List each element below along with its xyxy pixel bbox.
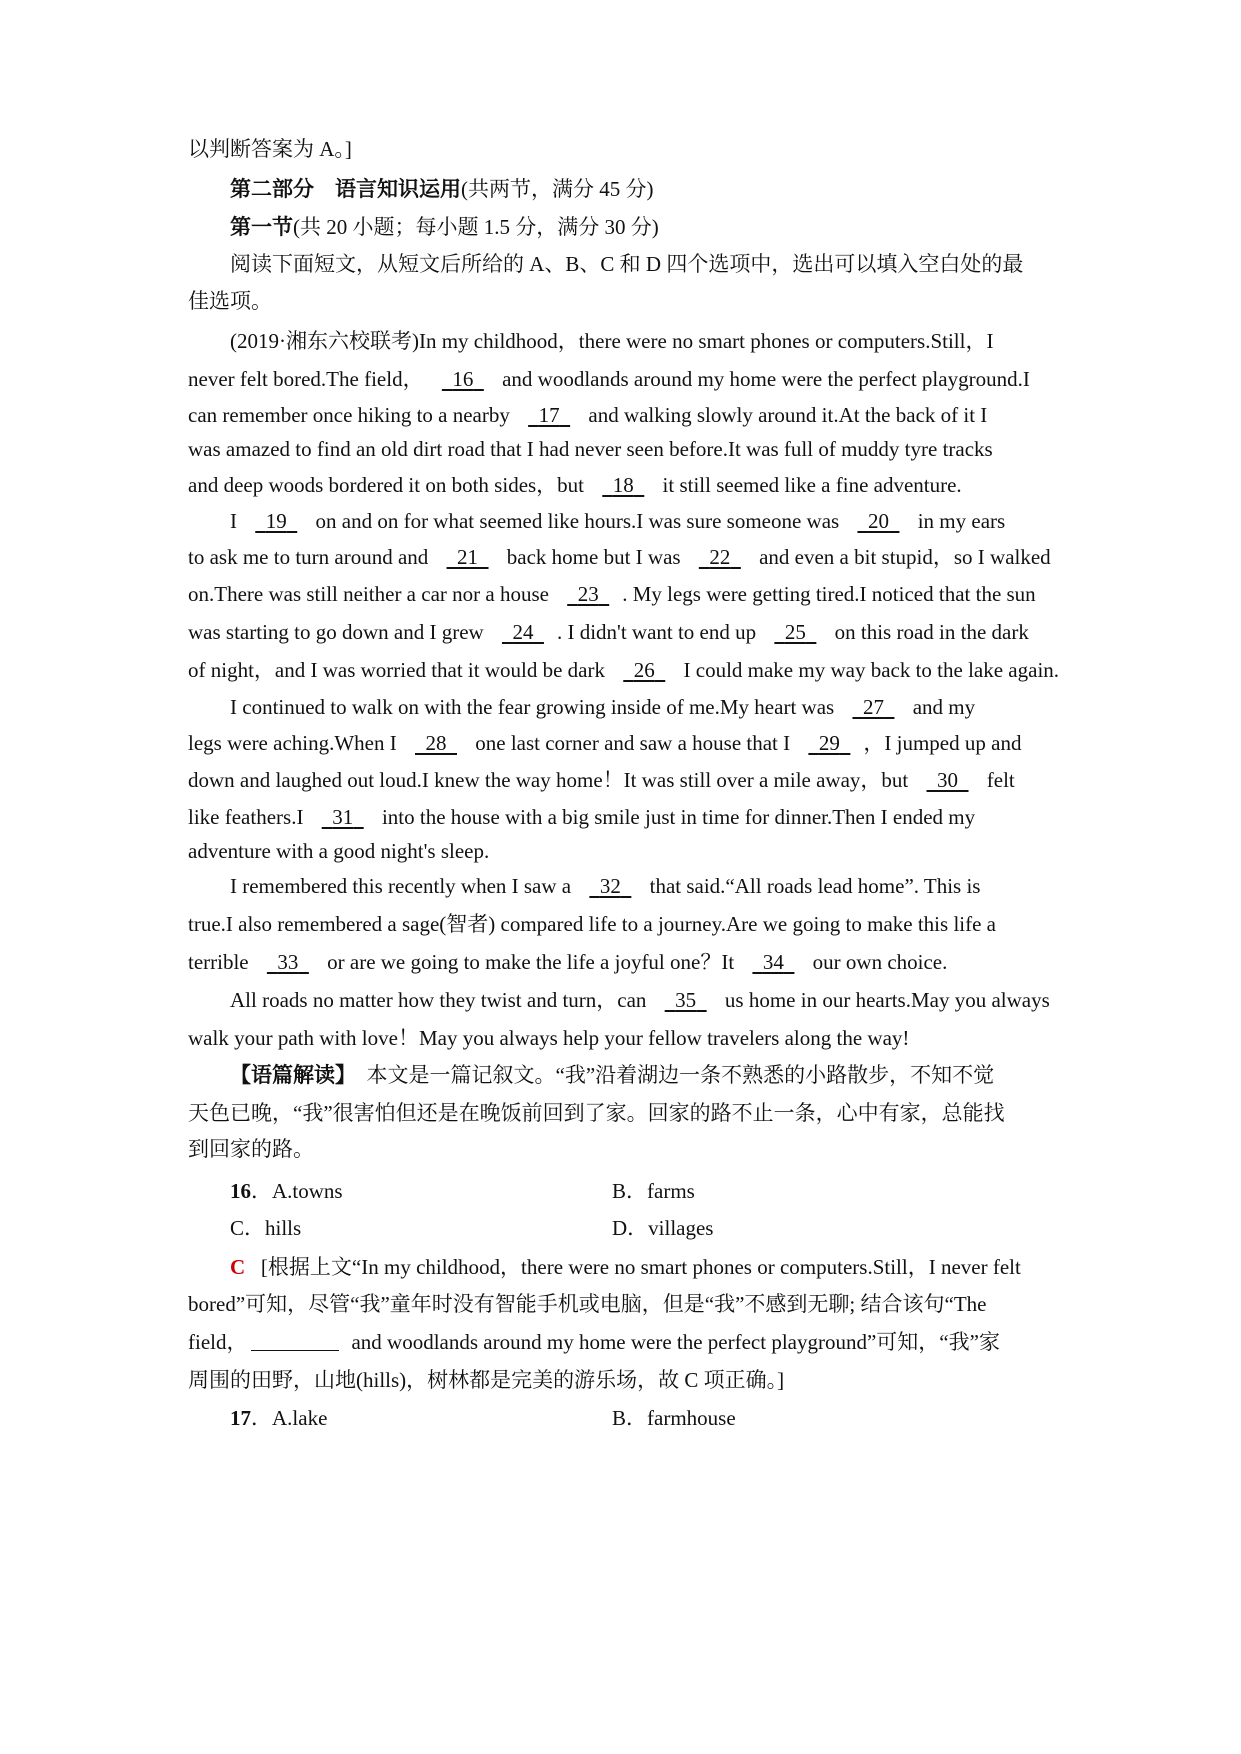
blank-17: 17 (538, 403, 560, 427)
instruction-line-2: 佳选项。 (188, 289, 272, 313)
blank-33: 33 (277, 950, 299, 974)
passage-line: terrible 33 or are we going to make the life a joyful one？It 34 our own choice. (188, 947, 947, 977)
question-16-cd (230, 1213, 990, 1243)
passage-line: true.I also remembered a sage(智者) compared life to a journey.Are we going to make this life a (188, 912, 996, 936)
part-title: 语言知识运用 (335, 177, 461, 201)
passage-line: I 19 on and on for what seemed like hours.I was sure someone was 20 in my ears (230, 506, 1005, 536)
blank-29: 29 (818, 731, 840, 755)
question-17: 17．A.lake B．farmhouse (230, 1403, 990, 1433)
blank-20: 20 (867, 509, 889, 533)
answer-16-line: field， and woodlands around my home were the perfect playground”可知，“我”家 (188, 1330, 1000, 1354)
passage-line: never felt bored.The field， 16 and woodlands around my home were the perfect playground.I (188, 364, 1030, 394)
blank-32: 32 (599, 874, 621, 898)
option-a: A.towns (272, 1179, 343, 1203)
answer-16-line: 周围的田野，山地(hills)，树林都是完美的游乐场，故 C 项正确。] (188, 1368, 785, 1392)
passage-source: (2019·湘东六校联考) (230, 329, 419, 353)
option-d: D．villages (612, 1216, 714, 1240)
analysis-line: 天色已晚，“我”很害怕但还是在晚饭前回到了家。回家的路不止一条，心中有家，总能找 (188, 1101, 1005, 1125)
passage-line: was amazed to find an old dirt road that I had never seen before.It was full of muddy tyre tracks (188, 437, 993, 461)
blank-23: 23 (577, 582, 599, 606)
passage-line: walk your path with love！May you always help your fellow travelers along the way! (188, 1026, 910, 1050)
passage-line: on.There was still neither a car nor a house 23 . My legs were getting tired.I noticed that the sun (188, 579, 1036, 609)
answer-letter: C (230, 1255, 246, 1279)
blank-27: 27 (862, 695, 884, 719)
option-b: B．farms (612, 1179, 695, 1203)
analysis-line: 到回家的路。 (188, 1137, 314, 1161)
section-meta: (共 20 小题；每小题 1.5 分，满分 30 分) (293, 215, 659, 239)
question-number: 16 (230, 1179, 251, 1203)
blank-25: 25 (784, 620, 806, 644)
blank-26: 26 (633, 658, 655, 682)
question-16: 16．A.towns B．farms (230, 1176, 990, 1206)
option-c: C．hills (230, 1216, 302, 1240)
passage-line: adventure with a good night's sleep. (188, 839, 490, 863)
analysis-line: 【语篇解读】 本文是一篇记叙文。“我”沿着湖边一条不熟悉的小路散步，不知不觉 (230, 1063, 995, 1087)
blank-34: 34 (762, 950, 784, 974)
section-label: 第一节 (230, 215, 293, 239)
passage-line: was starting to go down and I grew 24 . I didn't want to end up 25 on this road in the dark (188, 617, 1029, 647)
section-heading (230, 212, 659, 242)
option-a: A.lake (272, 1406, 328, 1430)
passage-line: down and laughed out loud.I knew the way home！It was still over a mile away，but 30 felt (188, 765, 1015, 795)
answer-16-line: C [根据上文“In my childhood，there were no smart phones or computers.Still，I never felt (230, 1255, 1021, 1279)
passage-line: I continued to walk on with the fear growing inside of me.My heart was 27 and my (230, 692, 975, 722)
passage-line: can remember once hiking to a nearby 17 and walking slowly around it.At the back of it I (188, 400, 987, 430)
blank-30: 30 (937, 768, 959, 792)
part-label: 第二部分 (230, 177, 314, 201)
passage-line: (2019·湘东六校联考)In my childhood，there were no smart phones or computers.Still，I (230, 329, 994, 353)
instruction-line-1: 阅读下面短文，从短文后所给的 A、B、C 和 D 四个选项中，选出可以填入空白处的最 (230, 252, 1024, 276)
part-heading (230, 174, 654, 204)
passage-line: All roads no matter how they twist and turn，can 35 us home in our hearts.May you always (230, 985, 1050, 1015)
blank-18: 18 (612, 473, 634, 497)
passage-line: of night，and I was worried that it would be dark 26 I could make my way back to the lake again. (188, 655, 1059, 685)
blank-22: 22 (709, 545, 731, 569)
question-number: 17 (230, 1406, 251, 1430)
top-fragment: 以判断答案为 A。] (188, 137, 352, 161)
passage-line: to ask me to turn around and 21 back home but I was 22 and even a bit stupid，so I walked (188, 542, 1051, 572)
blank-21: 21 (457, 545, 479, 569)
blank-24: 24 (512, 620, 534, 644)
option-b: B．farmhouse (612, 1406, 736, 1430)
empty-blank (251, 1330, 339, 1351)
passage-line: like feathers.I 31 into the house with a big smile just in time for dinner.Then I ended my (188, 802, 975, 832)
passage-line: I remembered this recently when I saw a 32 that said.“All roads lead home”. This is (230, 871, 980, 901)
analysis-label: 【语篇解读】 (230, 1063, 356, 1087)
blank-19: 19 (265, 509, 287, 533)
passage-line: and deep woods bordered it on both sides，but 18 it still seemed like a fine adventure. (188, 470, 962, 500)
blank-31: 31 (332, 805, 354, 829)
part-meta: (共两节，满分 45 分) (461, 177, 654, 201)
passage-line: legs were aching.When I 28 one last corner and saw a house that I 29 ，I jumped up and (188, 728, 1021, 758)
blank-35: 35 (675, 988, 697, 1012)
blank-28: 28 (425, 731, 447, 755)
answer-16-line: bored”可知，尽管“我”童年时没有智能手机或电脑，但是“我”不感到无聊; 结合该句“The (188, 1292, 987, 1316)
blank-16: 16 (452, 367, 474, 391)
